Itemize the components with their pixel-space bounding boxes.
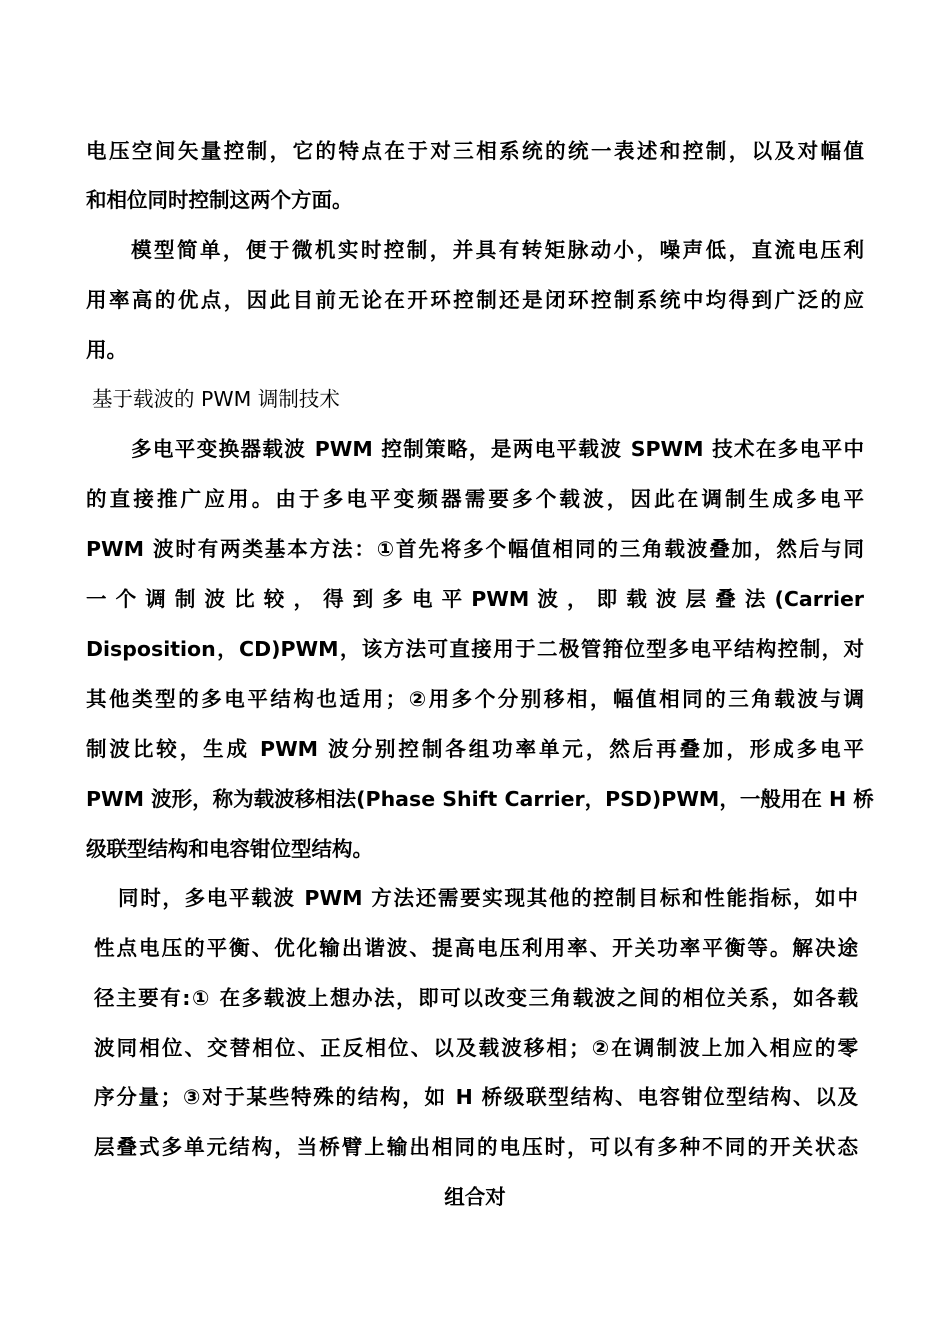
paragraph-1-line-2: 和相位同时控制这两个方面。 xyxy=(86,188,353,212)
paragraph-2-line-3: 用。 xyxy=(86,338,127,362)
paragraph-3-line-8: PWM 波形，称为载波移相法(Phase Shift Carrier，PSD)PWM，一般用在 H 桥 xyxy=(86,787,874,811)
paragraph-3-line-7: 制波比较，生成 PWM 波分别控制各组功率单元，然后再叠加，形成多电平 xyxy=(86,737,864,761)
paragraph-4-line-1: 同时，多电平载波 PWM 方法还需要实现其他的控制目标和性能指标，如中 xyxy=(118,886,858,910)
paragraph-2-line-1: 模型简单，便于微机实时控制，并具有转矩脉动小，噪声低，直流电压利 xyxy=(131,238,864,262)
paragraph-4-line-4: 波同相位、交替相位、正反相位、以及载波移相；②在调制波上加入相应的零 xyxy=(94,1036,858,1060)
paragraph-4-line-5: 序分量；③对于某些特殊的结构，如 H 桥级联型结构、电容钳位型结构、以及 xyxy=(94,1085,858,1109)
paragraph-3-line-6: 其他类型的多电平结构也适用；②用多个分别移相，幅值相同的三角载波与调 xyxy=(86,687,864,711)
paragraph-3-line-4: 一 个 调 制 波 比 较 ， 得 到 多 电 平 PWM 波 ， 即 载 波 层 叠 法 (Carrier xyxy=(86,587,864,611)
paragraph-3-line-5: Disposition，CD)PWM，该方法可直接用于二极管箝位型多电平结构控制，对 xyxy=(86,637,864,661)
section-heading: 基于载波的 PWM 调制技术 xyxy=(92,387,340,411)
paragraph-3-line-2: 的直接推广应用。由于多电平变频器需要多个载波，因此在调制生成多电平 xyxy=(86,487,864,511)
paragraph-4-line-2: 性点电压的平衡、优化输出谐波、提高电压利用率、开关功率平衡等。解决途 xyxy=(94,936,858,960)
paragraph-2-line-2: 用率高的优点，因此目前无论在开环控制还是闭环控制系统中均得到广泛的应 xyxy=(86,288,864,312)
paragraph-3-line-9: 级联型结构和电容钳位型结构。 xyxy=(86,837,373,861)
paragraph-4-line-7: 组合对 xyxy=(444,1185,506,1209)
paragraph-3-line-3: PWM 波时有两类基本方法：①首先将多个幅值相同的三角载波叠加，然后与同 xyxy=(86,537,864,561)
paragraph-3-line-1: 多电平变换器载波 PWM 控制策略，是两电平载波 SPWM 技术在多电平中 xyxy=(131,437,864,461)
paragraph-4-line-3: 径主要有:① 在多载波上想办法，即可以改变三角载波之间的相位关系，如各载 xyxy=(94,986,858,1010)
paragraph-4-line-6: 层叠式多单元结构，当桥臂上输出相同的电压时，可以有多种不同的开关状态 xyxy=(94,1135,858,1159)
paragraph-1-line-1: 电压空间矢量控制，它的特点在于对三相系统的统一表述和控制，以及对幅值 xyxy=(86,139,864,163)
